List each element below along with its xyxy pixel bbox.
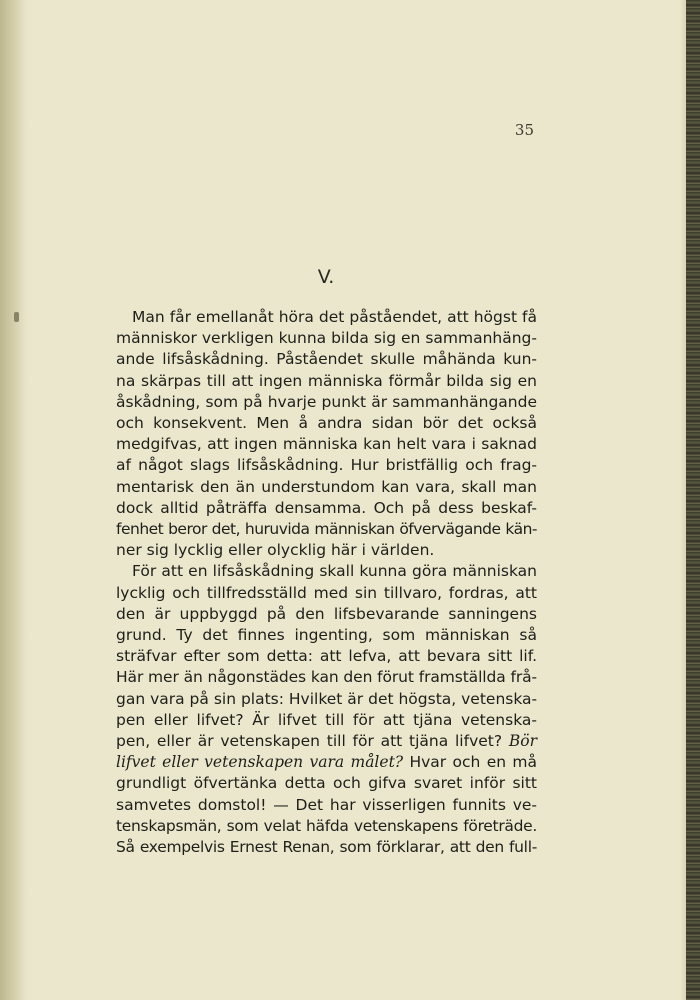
text-line: och konsekvent. Men å andra sidan bör det också [116,414,537,433]
text-line: Så exempelvis Ernest Renan, som förklarar, att den full- [116,838,537,857]
text-line: människor verkligen kunna bilda sig en sammanhäng- [116,329,537,348]
text-line: grundligt öfvertänka detta och gifva svaret inför sitt [116,774,537,793]
text-line: fenhet beror det, huruvida människan öfvervägande kän- [116,520,537,539]
book-edge [686,0,700,1000]
text-line: na skärpas till att ingen människa förmår bilda sig en [116,371,537,390]
italic-segment: Bör [508,732,537,751]
margin-mark [14,312,19,322]
text-line: pen eller lifvet? Är lifvet till för att tjäna vetenska- [116,710,537,729]
text-line: samvetes domstol! — Det har visserligen funnits ve- [116,795,537,814]
text-line-mixed [116,752,537,773]
text-line: Man får emellanåt höra det påståendet, att högst få [132,308,537,326]
text-segment: pen, eller är vetenskapen till för att tjäna lifvet? [116,732,503,751]
text-line: åskådning, som på hvarje punkt är sammanhängande [116,392,537,411]
text-line: Här mer än någonstädes kan den förut framställda frå- [116,668,537,687]
text-line: För att en lifsåskådning skall kunna göra människan [132,562,537,581]
text-line: sträfvar efter som detta: att lefva, att bevara sitt lif. [116,647,537,666]
text-line: ner sig lycklig eller olycklig här i världen. [116,541,435,560]
text-line-mixed [116,731,537,752]
text-line: dock alltid påträffa densamma. Och på dess beskaf- [116,498,537,517]
italic-segment: lifvet eller vetenskapen vara målet? [116,753,404,772]
text-segment: Hvar och en må [409,753,537,772]
text-line: medgifvas, att ingen människa kan helt vara i saknad [116,435,537,454]
text-line: mentarisk den än understundom kan vara, skall man [116,477,537,496]
binding-shadow [0,0,30,1000]
text-line: grund. Ty det finnes ingenting, som människan så [116,626,537,645]
page-number: 35 [514,121,534,139]
text-line: den är uppbyggd på den lifsbevarande sanningens [116,604,537,623]
text-line: ande lifsåskådning. Påståendet skulle måhända kun- [116,350,537,369]
text-line: tenskapsmän, som velat häfda vetenskapens företräde. [116,816,537,835]
text-line: gan vara på sin plats: Hvilket är det högsta, vetenska- [116,689,538,708]
chapter-heading: V. [317,266,335,288]
text-line: af något slags lifsåskådning. Hur bristfällig och frag- [116,456,537,475]
text-line: lycklig och tillfredsställd med sin tillvaro, fordras, att [116,583,537,602]
body-text [116,307,537,858]
